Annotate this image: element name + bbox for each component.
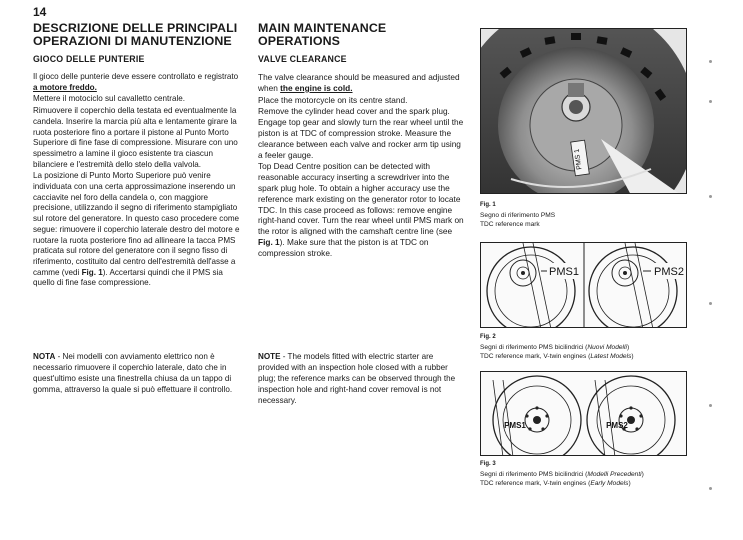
english-p1-emphasis: the engine is cold.	[280, 82, 353, 93]
margin-dot	[709, 195, 712, 198]
figure-1-caption	[480, 212, 690, 229]
italian-note-text: - Nei modelli con avviamento elettrico non è necessario rimuovere il coperchio laterale, dato che in quest'ultimo esiste una finestrella chiusa da un tappo di gomma, attraverso la quale si può effettuare il controllo.	[33, 352, 233, 394]
figure-3-caption	[480, 471, 690, 488]
figure-2-caption	[480, 344, 690, 361]
rotor-pms-mark: PMS 1	[573, 148, 584, 171]
english-note-text: - The models fitted with electric starter are provided with an inspection hole closed with a rubber plug; the reference marks can be observed through the inspection hole and right-hand cover removal is not necessary.	[258, 352, 456, 405]
figure-2-pms1-label: PMS1	[549, 266, 579, 278]
figure-2-label: Fig. 2	[480, 334, 496, 340]
figure-3-caption-it-italic: Modelli Precedenti	[587, 471, 642, 478]
italian-note	[33, 352, 245, 396]
figure-3-diagram	[480, 371, 687, 456]
figure-3-caption-it-end: )	[641, 471, 644, 478]
figure-2-caption-it-italic: Nuovi Modelli	[587, 344, 627, 351]
english-p4-text: Top Dead Centre position can be detected with reasonable accuracy inserting a screwdriver into the spark plug hole. To obtain a higher accuracy use the reference mark existing on the generator rotor to locate TDC. In this case proceed as follows: remove engine right-hand cover. Turn the rear wheel until PMS mark on the rotor is aligned with the camshaft centre line (see	[258, 161, 464, 237]
figure-1-photo	[480, 28, 687, 194]
vtwin-early-diagram	[481, 372, 687, 456]
figure-3-label: Fig. 3	[480, 461, 496, 467]
italian-note-label: NOTA	[33, 352, 56, 361]
figure-1-label: Fig. 1	[480, 202, 496, 208]
italian-p4-text: La posizione di Punto Morto Superiore può venire individuata con una certa approssimazione inserendo un cacciavite nel foro della candela o, con maggiore precisione, utilizzando il segno di riferimento stampigliato sul rotore del generatore. In questo caso procedere come segue: rimuovere il coperchio laterale destro del motore e ruotare la ruota posteriore fino ad allineare la tacca PMS praticata sul rotore del generatore con il segno fisso di riferimento, costituito dal centro dell'estremità dell'asse a camme (vedi	[33, 171, 240, 277]
italian-paragraph-1	[33, 72, 243, 93]
italian-title-line1: DESCRIZIONE DELLE PRINCIPALI	[33, 21, 238, 35]
english-subtitle: VALVE CLEARANCE	[258, 54, 347, 64]
figure-3-pms1-label: PMS1	[504, 421, 526, 430]
italian-p4-end: ). Accertarsi quindi che il PMS sia quello di fine fase compressione.	[33, 267, 223, 288]
margin-dot	[709, 302, 712, 305]
figure-3-caption-it: Segni di riferimento PMS bicilindrici (	[480, 471, 588, 478]
english-paragraph-4	[258, 161, 465, 258]
italian-column	[33, 22, 243, 290]
figure-2-caption-it-end: )	[626, 344, 630, 351]
margin-dot	[709, 404, 712, 407]
english-p1-text: The valve clearance should be measured and adjusted when	[258, 72, 460, 93]
english-column	[258, 22, 465, 260]
figure-2-caption-it: Segni di riferimento PMS bicilindrici (	[480, 344, 588, 351]
english-note-label: NOTE	[258, 352, 281, 361]
italian-title-line2: OPERAZIONI DI MANUTENZIONE	[33, 34, 232, 48]
italian-subtitle: GIOCO DELLE PUNTERIE	[33, 54, 145, 64]
page-number: 14	[33, 5, 47, 19]
italian-p1-text: Il gioco delle punterie deve essere controllato e registrato	[33, 72, 239, 81]
english-title: MAIN MAINTENANCE OPERATIONS	[258, 21, 387, 48]
english-p4-end: ). Make sure that the piston is at TDC on compression stroke.	[258, 236, 429, 258]
english-note	[258, 352, 463, 407]
margin-dot	[709, 60, 712, 63]
figure-3-caption-en-italic: Early Models	[590, 479, 629, 487]
figure-2-diagram	[480, 242, 687, 328]
italian-title	[33, 22, 243, 48]
margin-dot	[709, 100, 712, 103]
italian-p1-emphasis: a motore freddo.	[33, 82, 97, 92]
margin-dot	[709, 487, 712, 490]
figure-2-pms2-label: PMS2	[654, 266, 684, 278]
figure-3-caption-en-end: )	[628, 479, 631, 487]
english-p4-fig-ref: Fig. 1	[258, 236, 280, 247]
figure-2-caption-en-italic: Latest Models	[590, 352, 632, 360]
italian-paragraph-3: Rimuovere il coperchio della testata ed eventualmente la candela. Inserire la marcia più alta e lentamente girare la ruota posteriore fino a portare il pistone al Punto Morto Superiore di fine fase di compressione. Misurare con uno spessimetro a lamine il gioco esistente tra ciascun bilanciere e l'estremità dello stelo della valvola.	[33, 106, 238, 169]
english-paragraph-3: Remove the cylinder head cover and the spark plug. Engage top gear and slowly turn the rear wheel until the piston is at TDC of compression stroke. Measure the clearance between each valve and rocker arm tip using a feeler gauge.	[258, 106, 464, 160]
figure-2-caption-en: TDC reference mark, V-twin engines (	[480, 352, 591, 360]
italian-paragraph-4	[33, 171, 243, 289]
italian-paragraph-2: Mettere il motociclo sul cavalletto centrale.	[33, 94, 186, 104]
vtwin-new-diagram	[481, 243, 687, 328]
figure-1-caption-en: TDC reference mark	[480, 220, 540, 228]
figure-3-caption-en: TDC reference mark, V-twin engines (	[480, 479, 591, 487]
figure-2-caption-en-end: )	[631, 352, 634, 360]
figure-3-pms2-label: PMS2	[606, 421, 628, 430]
rotor-photo-illustration	[481, 29, 687, 194]
english-paragraph-2: Place the motorcycle on its centre stand.	[258, 94, 408, 105]
italian-p4-fig-ref: Fig. 1	[81, 267, 103, 277]
figure-1-caption-it: Segno di riferimento PMS	[480, 212, 556, 219]
english-paragraph-1	[258, 72, 465, 94]
